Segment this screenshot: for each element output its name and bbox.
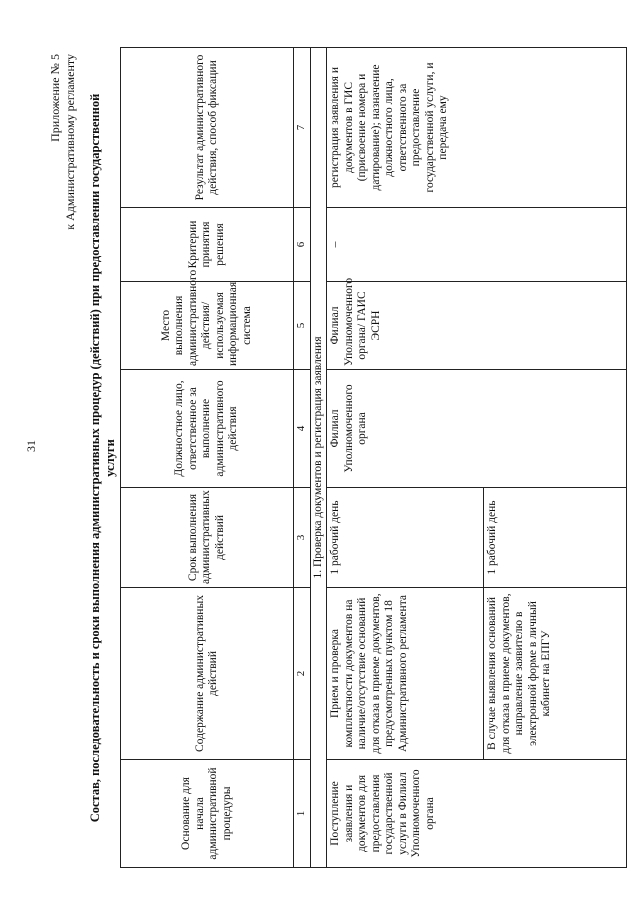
annex-note xyxy=(48,54,78,230)
annex-line-1: Приложение № 5 xyxy=(48,54,62,142)
title-line-2: услуги xyxy=(103,439,117,477)
page-number: 31 xyxy=(24,440,38,452)
cell-content: В случае выявления оснований для отказа в приеме документов, направление заявителю в электронной форме в личный кабинет на ЕПГУ xyxy=(484,588,627,760)
column-number: 5 xyxy=(294,282,311,370)
column-number: 2 xyxy=(294,588,311,760)
column-number: 7 xyxy=(294,48,311,208)
table-row xyxy=(327,48,484,868)
header-content: Содержание административных действий xyxy=(121,588,294,760)
cell-criteria: – xyxy=(327,208,627,282)
cell-content: Прием и проверка комплектности документов на наличие/отсутствие оснований для отказа в приеме документов, предусмотренных пунктом 18 Административного регламента xyxy=(327,588,484,760)
procedures-table xyxy=(120,47,627,868)
cell-basis: Поступление заявления и документов для предоставления государственной услуги в Филиал Уполномоченного органа xyxy=(327,760,627,868)
column-number: 3 xyxy=(294,488,311,588)
cell-term: 1 рабочий день xyxy=(327,488,484,588)
header-row xyxy=(121,48,294,868)
cell-official: Филиал Уполномоченного органа xyxy=(327,370,627,488)
column-number: 6 xyxy=(294,208,311,282)
header-basis: Основание для начала административной процедуры xyxy=(121,760,294,868)
cell-place: Филиал Уполномоченного органа/ ГАИС ЭСРН xyxy=(327,282,627,370)
rotated-page-content xyxy=(48,48,608,868)
document-title xyxy=(88,48,118,868)
header-criteria: Критерии принятия решения xyxy=(121,208,294,282)
column-number: 4 xyxy=(294,370,311,488)
column-number: 1 xyxy=(294,760,311,868)
header-term: Срок выполнения административных действий xyxy=(121,488,294,588)
annex-line-2: к Административному регламенту xyxy=(63,54,77,230)
section-title: 1. Проверка документов и регистрация заявления xyxy=(310,48,327,868)
cell-result: регистрация заявления и документов в ГИС (присвоение номера и датирование); назначение должностного лица, ответственного за предоставление государственной услуги, и передача ему xyxy=(327,48,627,208)
header-official: Должностное лицо, ответственное за выполнение административного действия xyxy=(121,370,294,488)
cell-term: 1 рабочий день xyxy=(484,488,627,588)
header-result: Результат административного действия, способ фиксации xyxy=(121,48,294,208)
title-line-1: Состав, последовательность и сроки выполнения административных процедур (действий) при предоставлении государственной xyxy=(88,93,102,823)
column-number-row xyxy=(294,48,311,868)
header-place: Место выполнения административного действия/ используемая информационная система xyxy=(121,282,294,370)
section-row xyxy=(310,48,327,868)
